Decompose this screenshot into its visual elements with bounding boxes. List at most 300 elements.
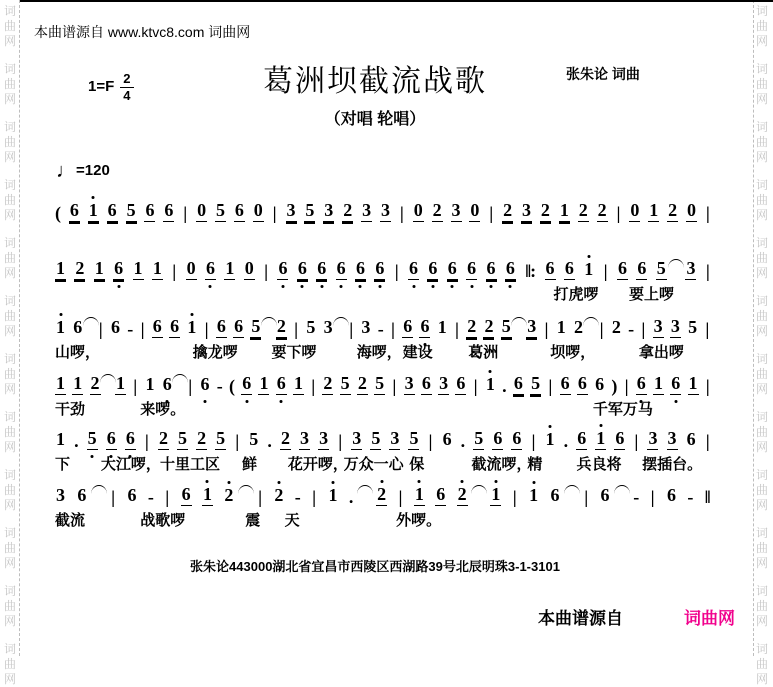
watermark-text: 词 曲 网: [3, 468, 16, 512]
note: 1: [414, 485, 425, 506]
note: 6: [170, 316, 180, 336]
note: 0: [630, 200, 640, 220]
note: 1: [152, 258, 162, 278]
note: 2: [574, 317, 584, 337]
lyric-segment: 万众一心: [343, 455, 404, 473]
quarter-note-icon: ♩: [56, 160, 76, 182]
notation-line: [55, 482, 711, 536]
note: 1: [55, 318, 66, 338]
lyric-segment: 葛洲: [468, 343, 499, 361]
note: 6: [374, 259, 385, 280]
note: 1: [490, 485, 501, 506]
duration-dash: -: [377, 319, 384, 339]
barline: |: [454, 319, 459, 339]
duration-dash: -: [687, 487, 694, 507]
lyric-segment: 震: [245, 511, 261, 529]
note: 2: [457, 485, 468, 506]
tie-arc: [471, 485, 487, 494]
note: 6: [615, 428, 625, 448]
note: 5: [87, 429, 98, 450]
octave-dot-above: [277, 481, 280, 484]
barline: |: [258, 487, 263, 507]
barline: |: [349, 319, 354, 339]
time-signature: [120, 72, 133, 102]
barline: |: [390, 319, 395, 339]
notation-line: [55, 198, 711, 252]
note: 5: [178, 428, 188, 448]
octave-dot-above: [92, 196, 95, 199]
note: 3: [56, 485, 65, 505]
note: 1: [556, 317, 566, 337]
barline: |: [624, 376, 629, 396]
barline: |: [172, 261, 177, 281]
note: 3: [522, 200, 532, 220]
octave-dot-below: [203, 400, 206, 403]
contact-address: 张朱论443000湖北省宜昌市西陵区西湖路39号北辰明珠3-1-3101: [190, 559, 560, 574]
lyric-segment: 战歌啰: [140, 511, 186, 529]
lyric-segment: 截流啰，: [471, 455, 532, 473]
note: 6: [577, 428, 587, 448]
octave-dot-below: [91, 455, 94, 458]
note: 3: [653, 316, 663, 336]
duration-dash: -: [294, 487, 301, 507]
lyric-segment: 下: [55, 455, 71, 473]
note: 6: [436, 484, 446, 504]
octave-dot-above: [587, 255, 590, 258]
augmentation-dot: .: [348, 487, 354, 507]
note: 3: [319, 428, 329, 448]
note: 3: [404, 373, 414, 393]
barline: |: [188, 376, 193, 396]
note: 0: [186, 258, 196, 278]
note: 6: [564, 258, 574, 278]
note: 5: [375, 373, 385, 393]
note: 2: [357, 373, 367, 393]
note: 2: [197, 428, 207, 448]
augmentation-dot: .: [502, 376, 507, 396]
phrase-paren: (: [55, 203, 61, 223]
note: 3: [362, 200, 372, 220]
note: 1: [225, 258, 235, 278]
note: 2: [343, 200, 353, 220]
note: 6: [637, 258, 647, 278]
barline: |: [428, 431, 433, 451]
note: 1: [688, 373, 698, 393]
note: 5: [501, 316, 511, 336]
note: 2: [597, 200, 607, 220]
watermark-text: 词 曲 网: [3, 236, 16, 280]
octave-dot-below: [301, 285, 304, 288]
watermark-text: 词 曲 网: [755, 62, 768, 106]
duration-dash: -: [216, 376, 223, 396]
tie-arc: [238, 485, 254, 494]
lyric-segment: 山啰，: [55, 343, 101, 361]
barline: |: [264, 261, 269, 281]
note: 5: [306, 317, 316, 337]
note: 6: [617, 258, 627, 278]
lyric-segment: 千军万马: [592, 400, 653, 418]
octave-dot-above: [59, 313, 62, 316]
note: 5: [656, 258, 666, 278]
note: 2: [578, 200, 588, 220]
lyric-segment: 干劲: [55, 400, 86, 418]
barline: |: [616, 203, 621, 223]
lyric-segment: 建设: [402, 343, 433, 361]
note: 2: [467, 316, 477, 336]
notes-row: [55, 256, 711, 280]
barline: |: [489, 203, 494, 223]
note: 0: [253, 200, 263, 220]
octave-dot-above: [599, 424, 602, 427]
octave-dot-below: [412, 285, 415, 288]
note: 6: [145, 200, 155, 220]
note: 5: [251, 316, 261, 336]
octave-dot-below: [378, 285, 381, 288]
duration-dash: -: [633, 487, 640, 507]
lyric-segment: 要下啰: [271, 343, 317, 361]
octave-dot-above: [190, 313, 193, 316]
note: 0: [197, 200, 207, 220]
barline: |: [473, 376, 478, 396]
octave-dot-below: [280, 400, 283, 403]
note: 2: [668, 200, 678, 220]
note: 2: [280, 428, 290, 448]
lyric-segment: 海啰，: [356, 343, 402, 361]
note: 6: [512, 428, 522, 448]
note: 3: [527, 316, 537, 336]
watermark-text: 词 曲 网: [755, 4, 768, 48]
barline: |: [399, 203, 404, 223]
barline: |: [140, 319, 145, 339]
lyric-segment: 来啰。: [140, 400, 186, 418]
barline: |: [398, 487, 403, 507]
note: 6: [600, 485, 610, 505]
note: 6: [447, 259, 458, 280]
lyric-segment: 十里工区: [159, 455, 220, 473]
duration-dash: -: [127, 319, 134, 339]
note: 5: [340, 373, 350, 393]
note: 6: [106, 429, 117, 450]
note: 6: [181, 484, 191, 504]
note: 1: [56, 429, 65, 449]
tie-arc: [172, 374, 188, 383]
note: 2: [75, 258, 85, 278]
note: 1: [293, 373, 303, 393]
barline: |: [705, 203, 710, 223]
duration-dash: -: [147, 487, 154, 507]
note: 6: [427, 259, 438, 280]
note: 2: [158, 428, 168, 448]
note: 3: [352, 428, 362, 448]
note: 5: [305, 200, 315, 220]
barline: |: [392, 376, 397, 396]
note: 2: [484, 316, 494, 336]
note: 1: [133, 258, 143, 278]
lyric-segment: 要上啰: [629, 285, 675, 303]
song-title: 葛洲坝截流战歌: [263, 64, 487, 99]
octave-dot-below: [209, 285, 212, 288]
note: 6: [355, 259, 366, 280]
lyric-segment: 擒龙啰: [192, 343, 238, 361]
note: 1: [583, 260, 594, 280]
note: 2: [540, 200, 550, 220]
barline: |: [544, 319, 549, 339]
note: 2: [276, 316, 286, 336]
note: 5: [409, 428, 419, 448]
note: 0: [413, 200, 423, 220]
barline: |: [584, 487, 589, 507]
lyric-segment: 鲜: [241, 455, 257, 473]
watermark-text: 词 曲 网: [755, 178, 768, 222]
augmentation-dot: .: [267, 431, 272, 451]
note: 2: [90, 373, 100, 393]
note: 6: [205, 259, 216, 280]
watermark-text: 词 曲 网: [3, 120, 16, 164]
note: 6: [577, 373, 587, 393]
note: 6: [486, 259, 497, 280]
lyric-segment: 天: [284, 511, 300, 529]
octave-dot-below: [117, 285, 120, 288]
note: 6: [403, 316, 413, 336]
octave-dot-above: [227, 481, 230, 484]
repeat-start-barline: ‖:: [525, 261, 536, 281]
watermark-text: 词 曲 网: [3, 62, 16, 106]
note: 6: [152, 316, 162, 336]
octave-dot-below: [451, 285, 454, 288]
barline: |: [603, 261, 608, 281]
notes-row: [55, 426, 711, 450]
watermark-text: 词 曲 网: [755, 120, 768, 164]
note: 2: [223, 486, 234, 506]
note: 3: [648, 428, 658, 448]
note: 6: [125, 429, 136, 450]
note: 5: [474, 428, 484, 448]
note: 6: [234, 316, 244, 336]
left-dashed-divider: [19, 0, 20, 656]
note: 6: [493, 428, 503, 448]
note: 1: [73, 373, 83, 393]
note: 1: [56, 373, 65, 393]
note: 6: [550, 485, 560, 505]
note: 1: [145, 374, 155, 394]
octave-dot-above: [494, 480, 497, 483]
barline: |: [705, 319, 710, 339]
note: 6: [336, 259, 347, 280]
header-source-text: 本曲谱源自 www.ktvc8.com 词曲网: [34, 24, 251, 40]
note: 6: [419, 317, 430, 338]
tie-arc: [668, 259, 684, 268]
note: 6: [241, 374, 252, 395]
barline: |: [650, 487, 655, 507]
note: 2: [432, 200, 442, 220]
lyric-segment: 大江啰，: [100, 455, 161, 473]
note: 6: [316, 259, 327, 280]
footer-site-label: 词曲网: [684, 609, 735, 628]
watermark-text: 词 曲 网: [755, 468, 768, 512]
note: 1: [485, 375, 496, 395]
note: 2: [611, 317, 621, 337]
final-barline: ‖: [704, 487, 710, 507]
note: 6: [164, 200, 174, 220]
note: 6: [686, 429, 696, 449]
augmentation-dot: .: [460, 431, 466, 451]
key-signature: [88, 72, 134, 102]
note: 6: [77, 485, 87, 505]
tie-arc: [333, 317, 349, 326]
watermark-text: 词 曲 网: [3, 4, 16, 48]
note: 5: [126, 200, 136, 220]
note: 3: [324, 200, 334, 220]
note: 2: [503, 200, 513, 220]
barline: |: [98, 319, 103, 339]
note: 1: [437, 317, 447, 337]
octave-dot-below: [245, 400, 248, 403]
note: 1: [202, 485, 213, 506]
notes-row: [55, 314, 711, 338]
note: 6: [69, 200, 79, 220]
note: 6: [545, 258, 555, 278]
notes-row: [55, 198, 711, 222]
note: 6: [73, 317, 83, 337]
barline: |: [133, 376, 138, 396]
composer-credit: 张朱论 词曲: [566, 66, 640, 82]
meter-numerator: 2: [120, 72, 133, 88]
barline: |: [165, 487, 170, 507]
note: 6: [421, 373, 431, 393]
barline: |: [705, 376, 710, 396]
octave-dot-below: [431, 285, 434, 288]
note: 5: [371, 428, 381, 448]
note: 6: [276, 374, 287, 395]
notation-line: [55, 314, 711, 368]
barline: |: [394, 261, 399, 281]
watermark-text: 词 曲 网: [755, 236, 768, 280]
tempo-value: =120: [76, 162, 110, 179]
key-label: 1=F: [88, 78, 115, 96]
note: 6: [408, 259, 419, 280]
duration-dash: -: [628, 319, 635, 339]
lyric-segment: 拿出啰: [638, 343, 684, 361]
lyric-segment: 摆插台。: [642, 455, 703, 473]
lyric-segment: 花开啰，: [287, 455, 348, 473]
note: 6: [466, 259, 477, 280]
octave-dot-above: [489, 370, 492, 373]
watermark-text: 词 曲 网: [755, 526, 768, 570]
notes-row: [55, 482, 711, 506]
note: 6: [277, 259, 288, 280]
note: 0: [244, 258, 254, 278]
notation-line: [55, 256, 711, 310]
notation-line: [55, 371, 711, 425]
note: 1: [328, 486, 339, 506]
note: 6: [199, 375, 210, 395]
note: 3: [439, 373, 449, 393]
tie-arc: [357, 485, 373, 494]
phrase-paren: ): [611, 376, 618, 396]
octave-dot-below: [340, 285, 343, 288]
barline: |: [641, 319, 646, 339]
right-dashed-divider: [753, 0, 754, 656]
note: 5: [531, 373, 541, 393]
barline: |: [705, 261, 710, 281]
octave-dot-below: [281, 285, 284, 288]
octave-dot-below: [470, 285, 473, 288]
octave-dot-below: [490, 285, 493, 288]
barline: |: [338, 431, 343, 451]
note: 6: [667, 485, 676, 505]
watermark-text: 词 曲 网: [3, 294, 16, 338]
notation-line: [55, 426, 711, 480]
lyric-segment: 兵良将: [576, 455, 622, 473]
octave-dot-above: [461, 480, 464, 483]
note: 1: [595, 429, 606, 450]
augmentation-dot: .: [74, 431, 79, 451]
lyric-segment: 保: [409, 455, 425, 473]
lyric-segment: 截流: [55, 511, 86, 529]
note: 6: [513, 373, 523, 393]
watermark-text: 词 曲 网: [755, 294, 768, 338]
watermark-text: 词 曲 网: [755, 410, 768, 454]
lyric-segment: 打虎啰: [553, 285, 599, 303]
barline: |: [111, 487, 116, 507]
note: 6: [107, 200, 117, 220]
note: 6: [505, 259, 516, 280]
barline: |: [204, 319, 209, 339]
watermark-text: 词 曲 网: [3, 178, 16, 222]
augmentation-dot: .: [563, 431, 569, 451]
watermark-text: 词 曲 网: [3, 410, 16, 454]
barline: |: [705, 431, 710, 451]
barline: |: [311, 376, 316, 396]
note: 2: [376, 485, 387, 506]
tie-arc: [614, 485, 630, 494]
left-watermark-column: [2, 4, 18, 686]
note: 3: [451, 200, 461, 220]
watermark-text: 词 曲 网: [3, 352, 16, 396]
note: 5: [688, 317, 698, 337]
barline: |: [272, 203, 277, 223]
barline: |: [548, 376, 553, 396]
note: 1: [116, 373, 125, 393]
octave-dot-above: [206, 480, 209, 483]
octave-dot-below: [674, 400, 677, 403]
barline: |: [512, 487, 517, 507]
note: 1: [545, 430, 556, 450]
note: 1: [649, 200, 659, 220]
note: 6: [442, 429, 452, 449]
note: 6: [111, 317, 121, 337]
note: 3: [390, 428, 400, 448]
note: 6: [162, 375, 173, 395]
tie-arc: [564, 485, 580, 494]
tie-arc: [91, 485, 107, 494]
barline: |: [599, 319, 604, 339]
note: 3: [380, 200, 390, 220]
note: 1: [88, 201, 99, 222]
note: 5: [249, 429, 259, 449]
note: 2: [273, 486, 284, 506]
barline: |: [531, 431, 536, 451]
barline: |: [294, 319, 299, 339]
notes-row: [55, 371, 711, 395]
note: 2: [323, 373, 333, 393]
note: 6: [560, 373, 570, 393]
note: 3: [667, 428, 677, 448]
note: 1: [186, 318, 197, 338]
note: 6: [595, 374, 605, 394]
barline: |: [235, 431, 240, 451]
note: 3: [300, 428, 310, 448]
